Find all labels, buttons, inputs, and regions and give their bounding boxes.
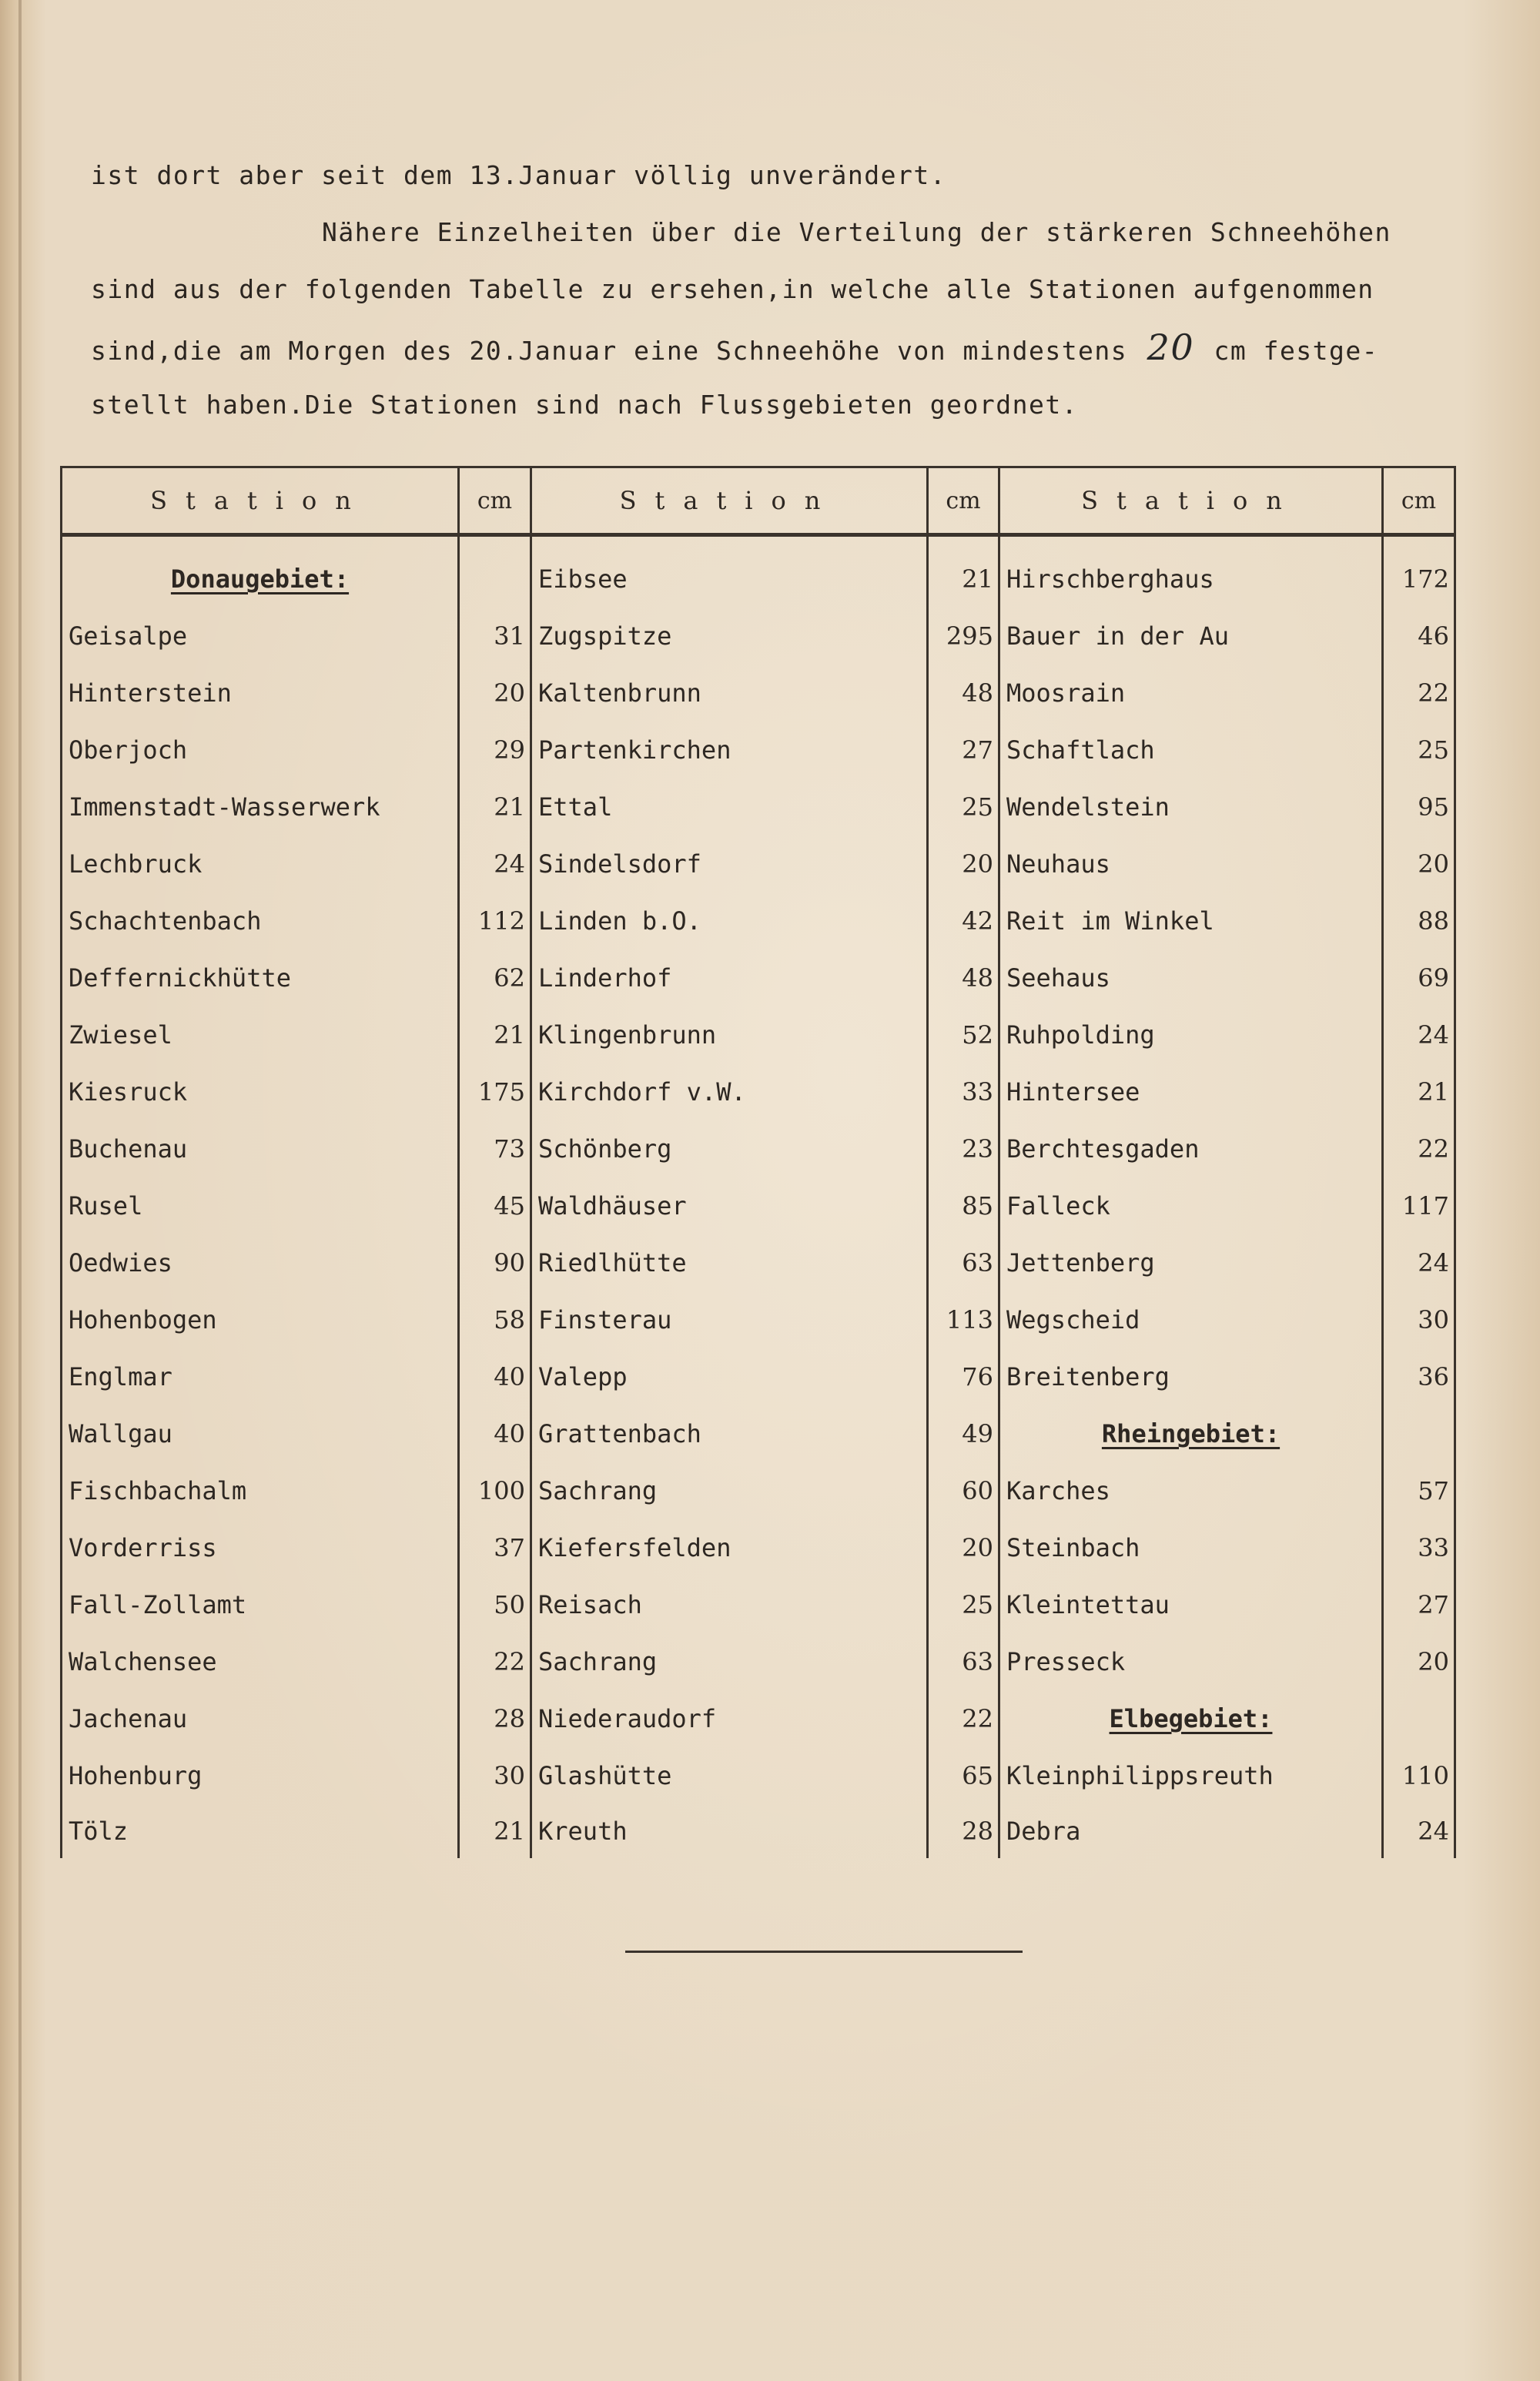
snow-depth-cm: 37	[459, 1519, 531, 1576]
snow-depth-cm: 27	[1383, 1576, 1455, 1633]
header-cm-2: cm	[928, 467, 999, 535]
station-name-cell	[999, 1519, 1383, 1576]
station-name-cell	[531, 1234, 928, 1291]
station-name-cell	[62, 1120, 459, 1177]
snow-depth-cm: 21	[928, 535, 999, 608]
station-name-cell	[62, 1519, 459, 1576]
snow-depth-cm: 63	[928, 1234, 999, 1291]
paragraph-line-5: stellt haben.Die Stationen sind nach Flussgebieten geordnet.	[91, 390, 1079, 420]
table-row	[62, 1519, 1455, 1576]
station-name-cell	[62, 1348, 459, 1405]
table-row	[62, 836, 1455, 892]
station-name-cell	[999, 1234, 1383, 1291]
station-name: Reisach	[538, 1590, 642, 1619]
station-name-cell	[62, 1633, 459, 1690]
table-row	[62, 1747, 1455, 1804]
station-name: Debra	[1006, 1817, 1081, 1846]
snow-depth-cm: 22	[928, 1690, 999, 1747]
header-cm-1: cm	[459, 467, 531, 535]
snow-depth-cm: 62	[459, 949, 531, 1006]
table-row	[62, 779, 1455, 836]
station-name: Kiesruck	[69, 1077, 188, 1107]
snow-depth-cm: 100	[459, 1462, 531, 1519]
table-row	[62, 949, 1455, 1006]
table-row	[62, 1690, 1455, 1747]
table-row	[62, 1633, 1455, 1690]
station-name-cell	[999, 1291, 1383, 1348]
station-name-cell	[999, 1405, 1383, 1462]
station-name-cell	[531, 1804, 928, 1858]
station-name-cell	[999, 1177, 1383, 1234]
snow-depth-cm: 76	[928, 1348, 999, 1405]
station-name: Ruhpolding	[1006, 1020, 1155, 1050]
snow-depth-cm: 63	[928, 1633, 999, 1690]
station-name-cell	[62, 892, 459, 949]
station-name-cell	[999, 836, 1383, 892]
station-name-cell	[62, 1177, 459, 1234]
station-name-cell	[531, 722, 928, 779]
river-basin-heading: Donaugebiet:	[170, 564, 350, 594]
snow-depth-cm: 85	[928, 1177, 999, 1234]
snow-depth-cm	[1383, 1690, 1455, 1747]
station-name-cell	[999, 1747, 1383, 1804]
snow-depth-cm: 36	[1383, 1348, 1455, 1405]
station-name: Bauer in der Au	[1006, 621, 1229, 651]
station-name-cell	[999, 892, 1383, 949]
snow-depth-cm: 52	[928, 1006, 999, 1063]
paragraph-line-1: ist dort aber seit dem 13.Januar völlig unverändert.	[91, 160, 947, 190]
snow-depth-cm: 23	[928, 1120, 999, 1177]
station-name: Wendelstein	[1006, 792, 1170, 822]
station-name: Glashütte	[538, 1761, 672, 1790]
station-name: Falleck	[1006, 1191, 1110, 1221]
station-name-cell	[999, 1633, 1383, 1690]
station-name: Wallgau	[69, 1419, 172, 1448]
snow-depth-cm: 24	[1383, 1006, 1455, 1063]
station-name-cell	[531, 608, 928, 665]
station-name-cell	[999, 1462, 1383, 1519]
table-body	[62, 535, 1455, 1859]
station-name-cell	[531, 1006, 928, 1063]
snow-depth-cm: 33	[1383, 1519, 1455, 1576]
station-name-cell	[531, 1747, 928, 1804]
station-name-cell	[999, 1120, 1383, 1177]
river-basin-heading: Elbegebiet:	[1109, 1704, 1273, 1733]
station-name: Kleinphilippsreuth	[1006, 1761, 1274, 1790]
station-name: Sachrang	[538, 1476, 658, 1505]
station-name-cell	[62, 722, 459, 779]
snow-depth-cm: 21	[459, 779, 531, 836]
station-name: Finsterau	[538, 1305, 672, 1334]
paragraph-line-3: sind aus der folgenden Tabelle zu ersehen,in welche alle Stationen aufgenommen	[91, 274, 1374, 304]
station-name-cell	[62, 535, 459, 608]
station-name: Fischbachalm	[69, 1476, 247, 1505]
station-name-cell	[531, 1576, 928, 1633]
station-name-cell	[531, 779, 928, 836]
station-name-cell	[999, 949, 1383, 1006]
station-name: Buchenau	[69, 1134, 188, 1164]
station-name-cell	[62, 1804, 459, 1858]
station-name: Schaftlach	[1006, 735, 1155, 765]
station-name-cell	[531, 949, 928, 1006]
snow-depth-cm: 28	[928, 1804, 999, 1858]
station-name: Tölz	[69, 1817, 129, 1846]
station-name-cell	[62, 608, 459, 665]
snow-depth-cm: 42	[928, 892, 999, 949]
station-name-cell	[999, 1690, 1383, 1747]
station-name-cell	[999, 608, 1383, 665]
snow-depth-cm: 88	[1383, 892, 1455, 949]
station-name: Fall-Zollamt	[69, 1590, 247, 1619]
station-name-cell	[62, 1747, 459, 1804]
snow-depth-cm: 69	[1383, 949, 1455, 1006]
snow-depth-cm: 24	[1383, 1234, 1455, 1291]
station-name: Linderhof	[538, 963, 672, 993]
snow-depth-cm: 113	[928, 1291, 999, 1348]
header-cm-3: cm	[1383, 467, 1455, 535]
station-name: Oedwies	[69, 1248, 172, 1278]
snow-depth-cm: 30	[459, 1747, 531, 1804]
snow-depth-cm: 20	[1383, 1633, 1455, 1690]
table-row	[62, 722, 1455, 779]
snow-depth-cm: 24	[459, 836, 531, 892]
page-binding-edge	[18, 0, 22, 2381]
station-name: Reit im Winkel	[1006, 906, 1214, 936]
snow-depth-cm: 22	[459, 1633, 531, 1690]
station-name-cell	[531, 1690, 928, 1747]
station-name: Riedlhütte	[538, 1248, 687, 1278]
table-row	[62, 1120, 1455, 1177]
station-name-cell	[531, 535, 928, 608]
station-name: Kaltenbrunn	[538, 678, 701, 708]
snow-depth-cm: 21	[459, 1006, 531, 1063]
snow-depth-cm: 40	[459, 1348, 531, 1405]
snow-depth-cm: 57	[1383, 1462, 1455, 1519]
station-name-cell	[999, 1063, 1383, 1120]
snow-depth-cm: 25	[928, 1576, 999, 1633]
station-name: Kirchdorf v.W.	[538, 1077, 746, 1107]
snow-depth-cm: 27	[928, 722, 999, 779]
station-name: Jettenberg	[1006, 1248, 1155, 1278]
station-name-cell	[999, 1576, 1383, 1633]
station-name-cell	[531, 1519, 928, 1576]
table-row	[62, 1063, 1455, 1120]
river-basin-heading: Rheingebiet:	[1101, 1419, 1281, 1448]
station-name: Geisalpe	[69, 621, 188, 651]
station-name-cell	[62, 779, 459, 836]
snow-depth-cm: 49	[928, 1405, 999, 1462]
station-name-cell	[62, 1063, 459, 1120]
snow-depth-cm: 25	[928, 779, 999, 836]
station-name: Immenstadt-Wasserwerk	[69, 792, 380, 822]
table-row	[62, 1804, 1455, 1858]
snow-depth-cm: 20	[459, 665, 531, 722]
snow-depth-cm: 31	[459, 608, 531, 665]
station-name: Sindelsdorf	[538, 849, 701, 879]
handwritten-number: 20	[1147, 327, 1195, 368]
station-name: Hohenbogen	[69, 1305, 217, 1334]
station-name: Breitenberg	[1006, 1362, 1170, 1391]
snow-depth-cm: 60	[928, 1462, 999, 1519]
station-name: Oberjoch	[69, 735, 188, 765]
snow-depth-cm: 46	[1383, 608, 1455, 665]
station-name: Seehaus	[1006, 963, 1110, 993]
station-name: Jachenau	[69, 1704, 188, 1733]
station-name-cell	[62, 949, 459, 1006]
station-name-cell	[531, 665, 928, 722]
table-row	[62, 1234, 1455, 1291]
station-name: Eibsee	[538, 564, 628, 594]
snow-depth-cm: 21	[1383, 1063, 1455, 1120]
station-name-cell	[999, 1006, 1383, 1063]
header-station-2: Station	[531, 467, 928, 535]
station-name: Linden b.O.	[538, 906, 701, 936]
station-name-cell	[999, 1804, 1383, 1858]
snow-depth-cm	[459, 535, 531, 608]
station-name-cell	[62, 1291, 459, 1348]
snow-depth-cm: 90	[459, 1234, 531, 1291]
snow-depth-cm: 172	[1383, 535, 1455, 608]
table-row	[62, 665, 1455, 722]
station-name: Sachrang	[538, 1647, 658, 1676]
station-name: Hinterstein	[69, 678, 232, 708]
station-name-cell	[999, 722, 1383, 779]
station-name-cell	[531, 892, 928, 949]
station-name: Walchensee	[69, 1647, 217, 1676]
station-name: Grattenbach	[538, 1419, 701, 1448]
station-name: Schachtenbach	[69, 906, 262, 936]
station-table	[60, 466, 1456, 1858]
station-name: Deffernickhütte	[69, 963, 291, 993]
header-station-3: Station	[999, 467, 1383, 535]
snow-depth-cm: 45	[459, 1177, 531, 1234]
station-name-cell	[62, 1690, 459, 1747]
station-name-cell	[62, 1462, 459, 1519]
station-name-cell	[62, 1576, 459, 1633]
header-station-1: Station	[62, 467, 459, 535]
station-name-cell	[999, 779, 1383, 836]
table-header-row	[62, 467, 1455, 535]
table-row	[62, 1462, 1455, 1519]
snow-depth-cm: 20	[928, 836, 999, 892]
station-name: Moosrain	[1006, 678, 1126, 708]
paragraph-line-4	[91, 327, 1415, 368]
snow-depth-cm: 24	[1383, 1804, 1455, 1858]
station-name-cell	[999, 1348, 1383, 1405]
snow-depth-cm: 22	[1383, 1120, 1455, 1177]
snow-depth-cm: 20	[1383, 836, 1455, 892]
station-name: Karches	[1006, 1476, 1110, 1505]
station-name: Klingenbrunn	[538, 1020, 717, 1050]
station-name: Kleintettau	[1006, 1590, 1170, 1619]
table-row	[62, 892, 1455, 949]
snow-depth-cm: 25	[1383, 722, 1455, 779]
station-name-cell	[531, 1120, 928, 1177]
snow-depth-cm: 295	[928, 608, 999, 665]
table-row	[62, 1348, 1455, 1405]
snow-depth-cm: 20	[928, 1519, 999, 1576]
station-name-cell	[531, 1462, 928, 1519]
snow-depth-cm: 110	[1383, 1747, 1455, 1804]
snow-depth-cm: 48	[928, 949, 999, 1006]
snow-depth-cm: 22	[1383, 665, 1455, 722]
station-name: Partenkirchen	[538, 735, 732, 765]
table-row	[62, 1177, 1455, 1234]
table-row	[62, 1006, 1455, 1063]
station-name: Valepp	[538, 1362, 628, 1391]
station-name: Waldhäuser	[538, 1191, 687, 1221]
station-name-cell	[999, 665, 1383, 722]
station-name: Kiefersfelden	[538, 1533, 732, 1562]
snow-depth-cm: 40	[459, 1405, 531, 1462]
snow-depth-cm: 112	[459, 892, 531, 949]
station-name: Steinbach	[1006, 1533, 1140, 1562]
station-name: Lechbruck	[69, 849, 203, 879]
snow-depth-cm: 50	[459, 1576, 531, 1633]
station-name-cell	[62, 1006, 459, 1063]
table-row	[62, 535, 1455, 608]
closing-rule	[625, 1951, 1023, 1953]
station-name: Hohenburg	[69, 1761, 203, 1790]
snow-depth-cm: 95	[1383, 779, 1455, 836]
paragraph-line-4-end: cm festge-	[1214, 336, 1379, 366]
snow-depth-cm: 175	[459, 1063, 531, 1120]
snow-depth-cm: 48	[928, 665, 999, 722]
station-name-cell	[531, 1633, 928, 1690]
station-name-cell	[62, 665, 459, 722]
snow-depth-cm	[1383, 1405, 1455, 1462]
station-name-cell	[531, 1177, 928, 1234]
snow-depth-cm: 30	[1383, 1291, 1455, 1348]
station-name-cell	[62, 1234, 459, 1291]
station-name-cell	[531, 1291, 928, 1348]
station-name: Niederaudorf	[538, 1704, 717, 1733]
table-row	[62, 608, 1455, 665]
snow-depth-cm: 21	[459, 1804, 531, 1858]
station-name-cell	[999, 535, 1383, 608]
station-name-cell	[62, 836, 459, 892]
station-name: Zwiesel	[69, 1020, 172, 1050]
station-name-cell	[62, 1405, 459, 1462]
station-name: Vorderriss	[69, 1533, 217, 1562]
snow-depth-cm: 28	[459, 1690, 531, 1747]
snow-depth-cm: 29	[459, 722, 531, 779]
station-name: Ettal	[538, 792, 613, 822]
station-name: Zugspitze	[538, 621, 672, 651]
paragraph-line-2: Nähere Einzelheiten über die Verteilung der stärkeren Schneehöhen	[322, 217, 1391, 247]
station-name-cell	[531, 1348, 928, 1405]
station-name: Hintersee	[1006, 1077, 1140, 1107]
snow-depth-cm: 65	[928, 1747, 999, 1804]
snow-depth-cm: 73	[459, 1120, 531, 1177]
snow-depth-cm: 58	[459, 1291, 531, 1348]
station-name: Kreuth	[538, 1817, 628, 1846]
snow-depth-cm: 117	[1383, 1177, 1455, 1234]
station-name-cell	[531, 1405, 928, 1462]
station-name-cell	[531, 836, 928, 892]
station-name: Rusel	[69, 1191, 143, 1221]
table-row	[62, 1576, 1455, 1633]
station-name: Berchtesgaden	[1006, 1134, 1200, 1164]
station-name: Hirschberghaus	[1006, 564, 1214, 594]
table-row	[62, 1405, 1455, 1462]
table-row	[62, 1291, 1455, 1348]
paragraph-line-4-start: sind,die am Morgen des 20.Januar eine Schneehöhe von mindestens	[91, 336, 1128, 366]
station-name: Englmar	[69, 1362, 172, 1391]
station-name: Schönberg	[538, 1134, 672, 1164]
station-name: Neuhaus	[1006, 849, 1110, 879]
station-name: Wegscheid	[1006, 1305, 1140, 1334]
snow-depth-cm: 33	[928, 1063, 999, 1120]
station-name: Presseck	[1006, 1647, 1126, 1676]
station-name-cell	[531, 1063, 928, 1120]
